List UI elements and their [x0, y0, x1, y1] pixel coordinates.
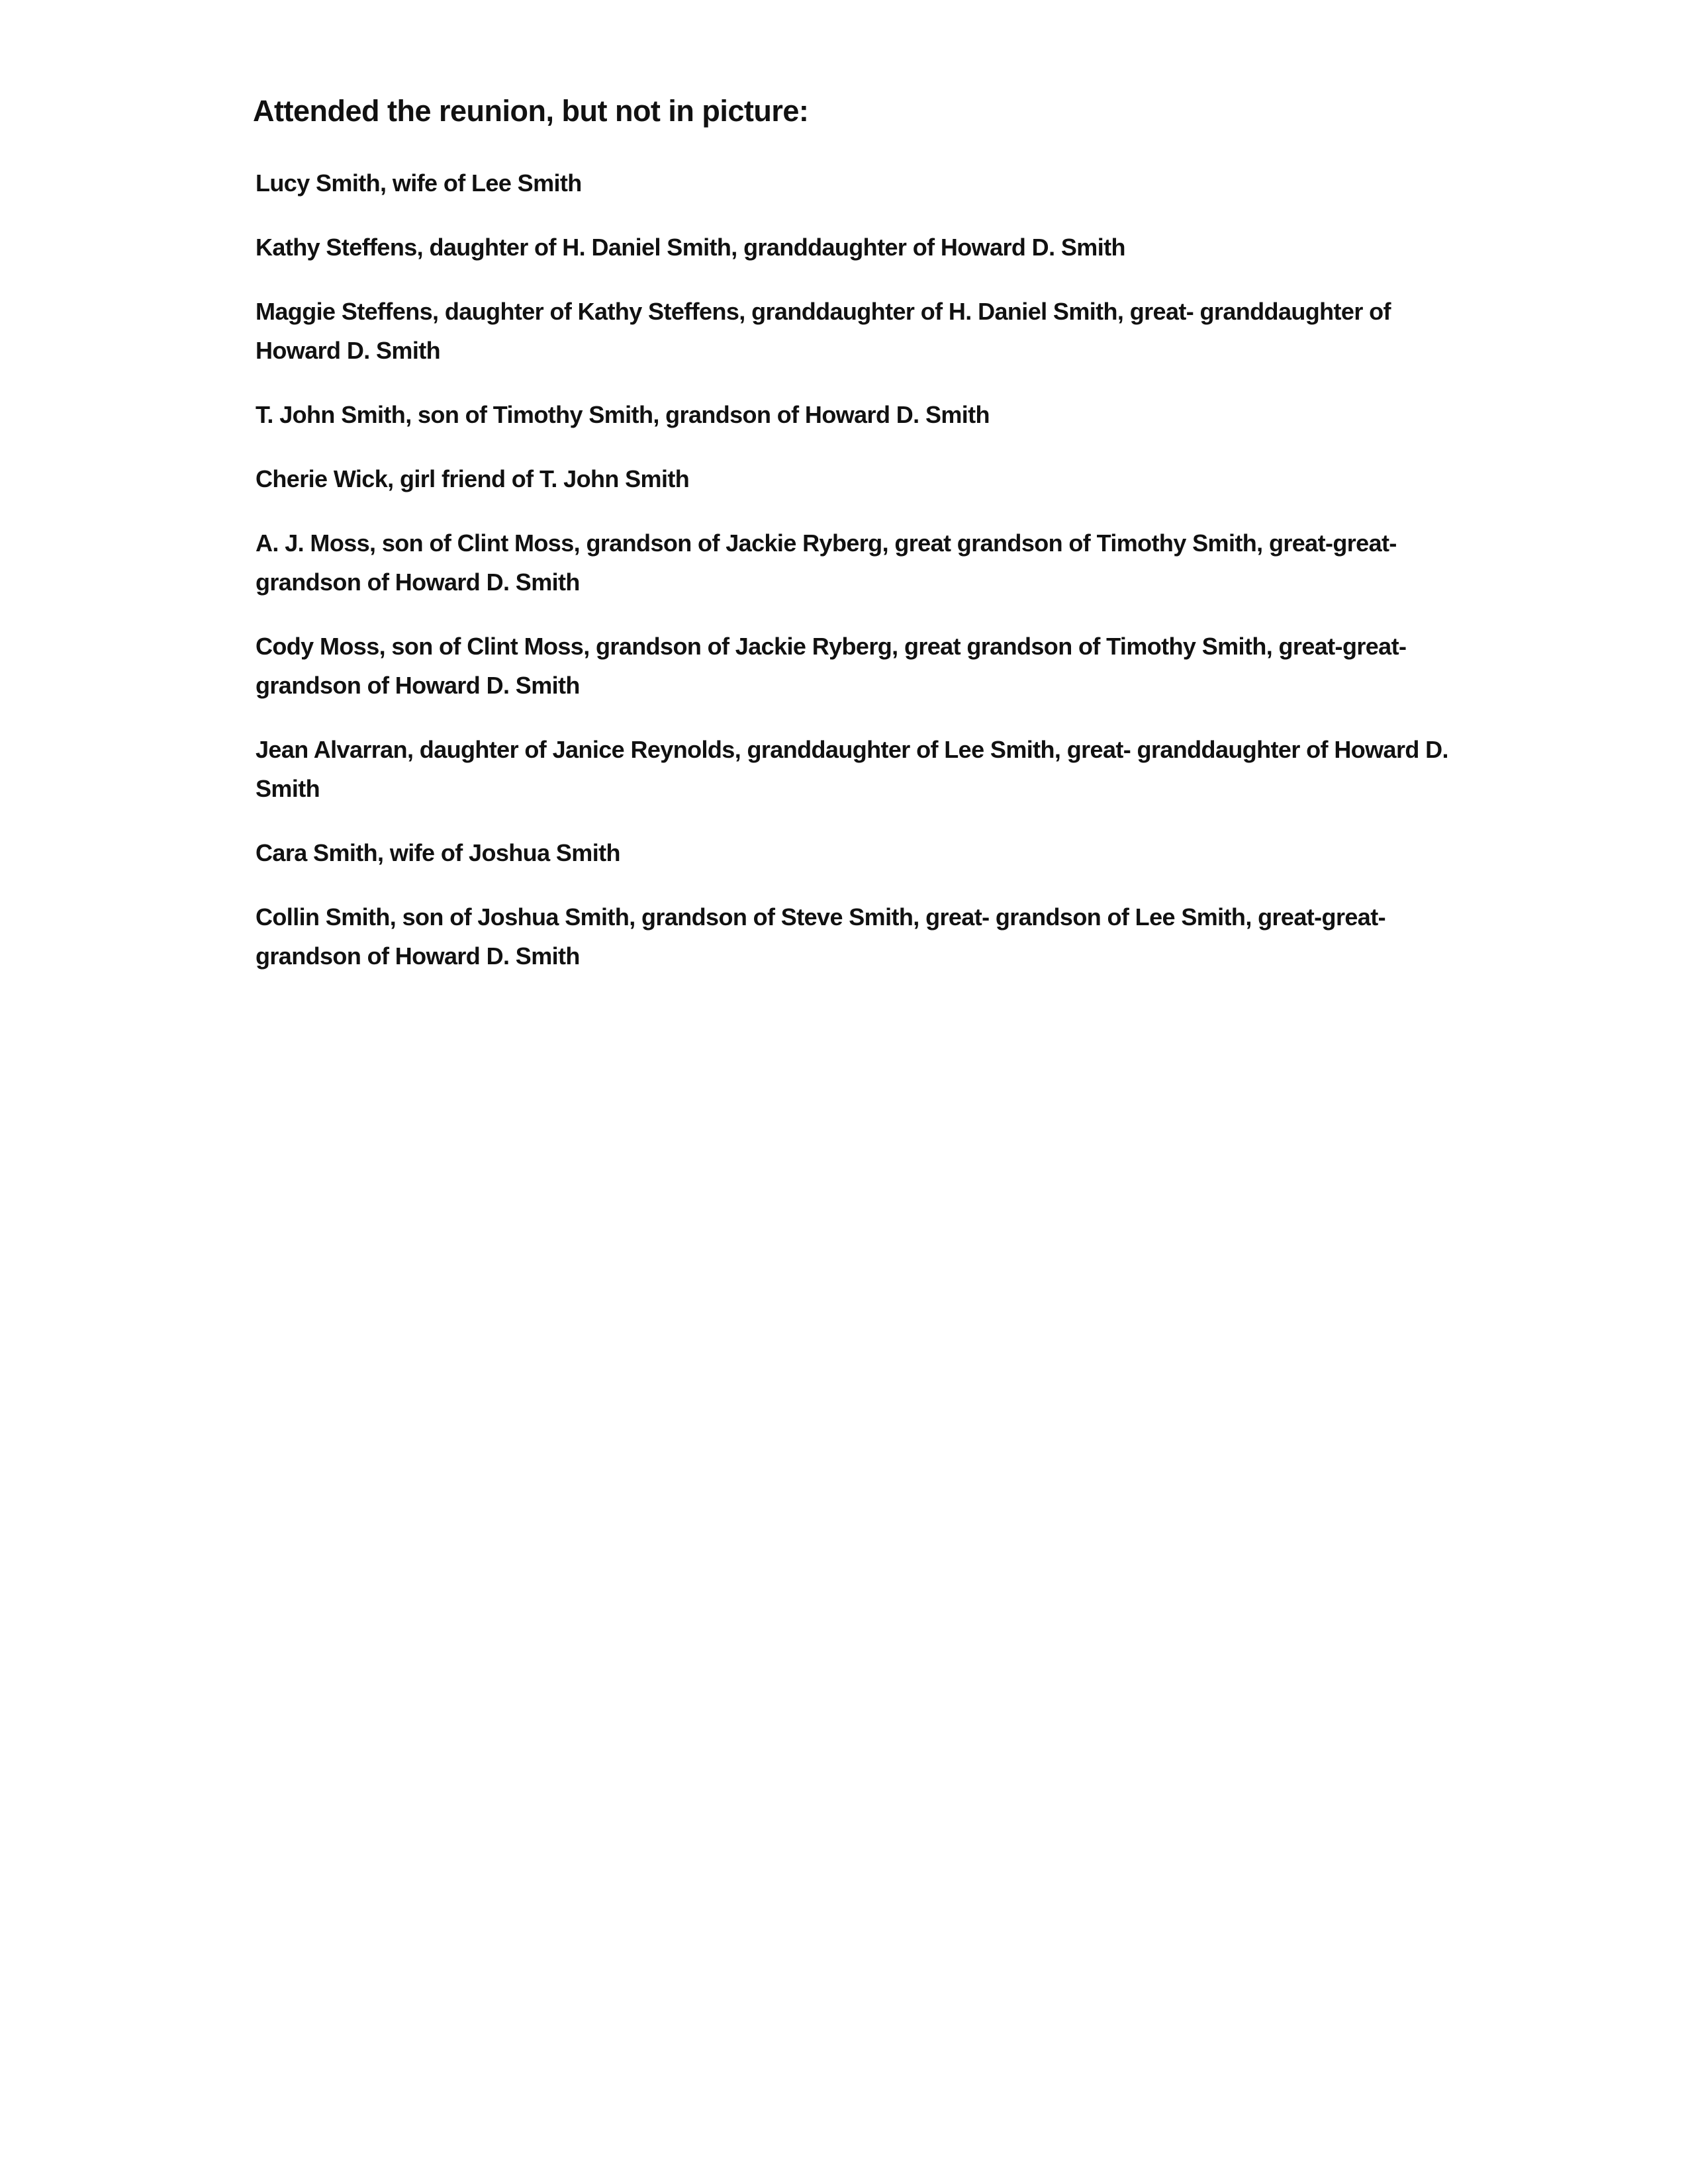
attendee-entry-t-john-smith: T. John Smith, son of Timothy Smith, grandson of Howard D. Smith	[256, 401, 990, 428]
page-heading: Attended the reunion, but not in picture:	[253, 94, 809, 128]
attendee-entry-collin-smith: Collin Smith, son of Joshua Smith, grandson of Steve Smith, great- grandson of Lee Smith, great-great-grandson of Howard D. Smith	[256, 903, 1385, 970]
attendee-entry-cherie-wick: Cherie Wick, girl friend of T. John Smith	[256, 465, 690, 492]
attendee-entry-kathy-steffens: Kathy Steffens, daughter of H. Daniel Smith, granddaughter of Howard D. Smith	[256, 234, 1125, 261]
attendee-entry-lucy-smith: Lucy Smith, wife of Lee Smith	[256, 169, 582, 197]
attendee-entry-cara-smith: Cara Smith, wife of Joshua Smith	[256, 839, 620, 866]
attendee-entry-maggie-steffens: Maggie Steffens, daughter of Kathy Steffens, granddaughter of H. Daniel Smith, great- granddaughter of Howard D. Smith	[256, 298, 1391, 364]
attendee-list	[256, 163, 1460, 1001]
attendee-entry-aj-moss: A. J. Moss, son of Clint Moss, grandson of Jackie Ryberg, great grandson of Timothy Smith, great-great-grandson of Howard D. Smith	[256, 529, 1397, 596]
attendee-entry-jean-alvarran: Jean Alvarran, daughter of Janice Reynolds, granddaughter of Lee Smith, great- granddaughter of Howard D. Smith	[256, 736, 1448, 802]
attendee-entry-cody-moss: Cody Moss, son of Clint Moss, grandson of Jackie Ryberg, great grandson of Timothy Smith, great-great-grandson of Howard D. Smith	[256, 633, 1407, 699]
